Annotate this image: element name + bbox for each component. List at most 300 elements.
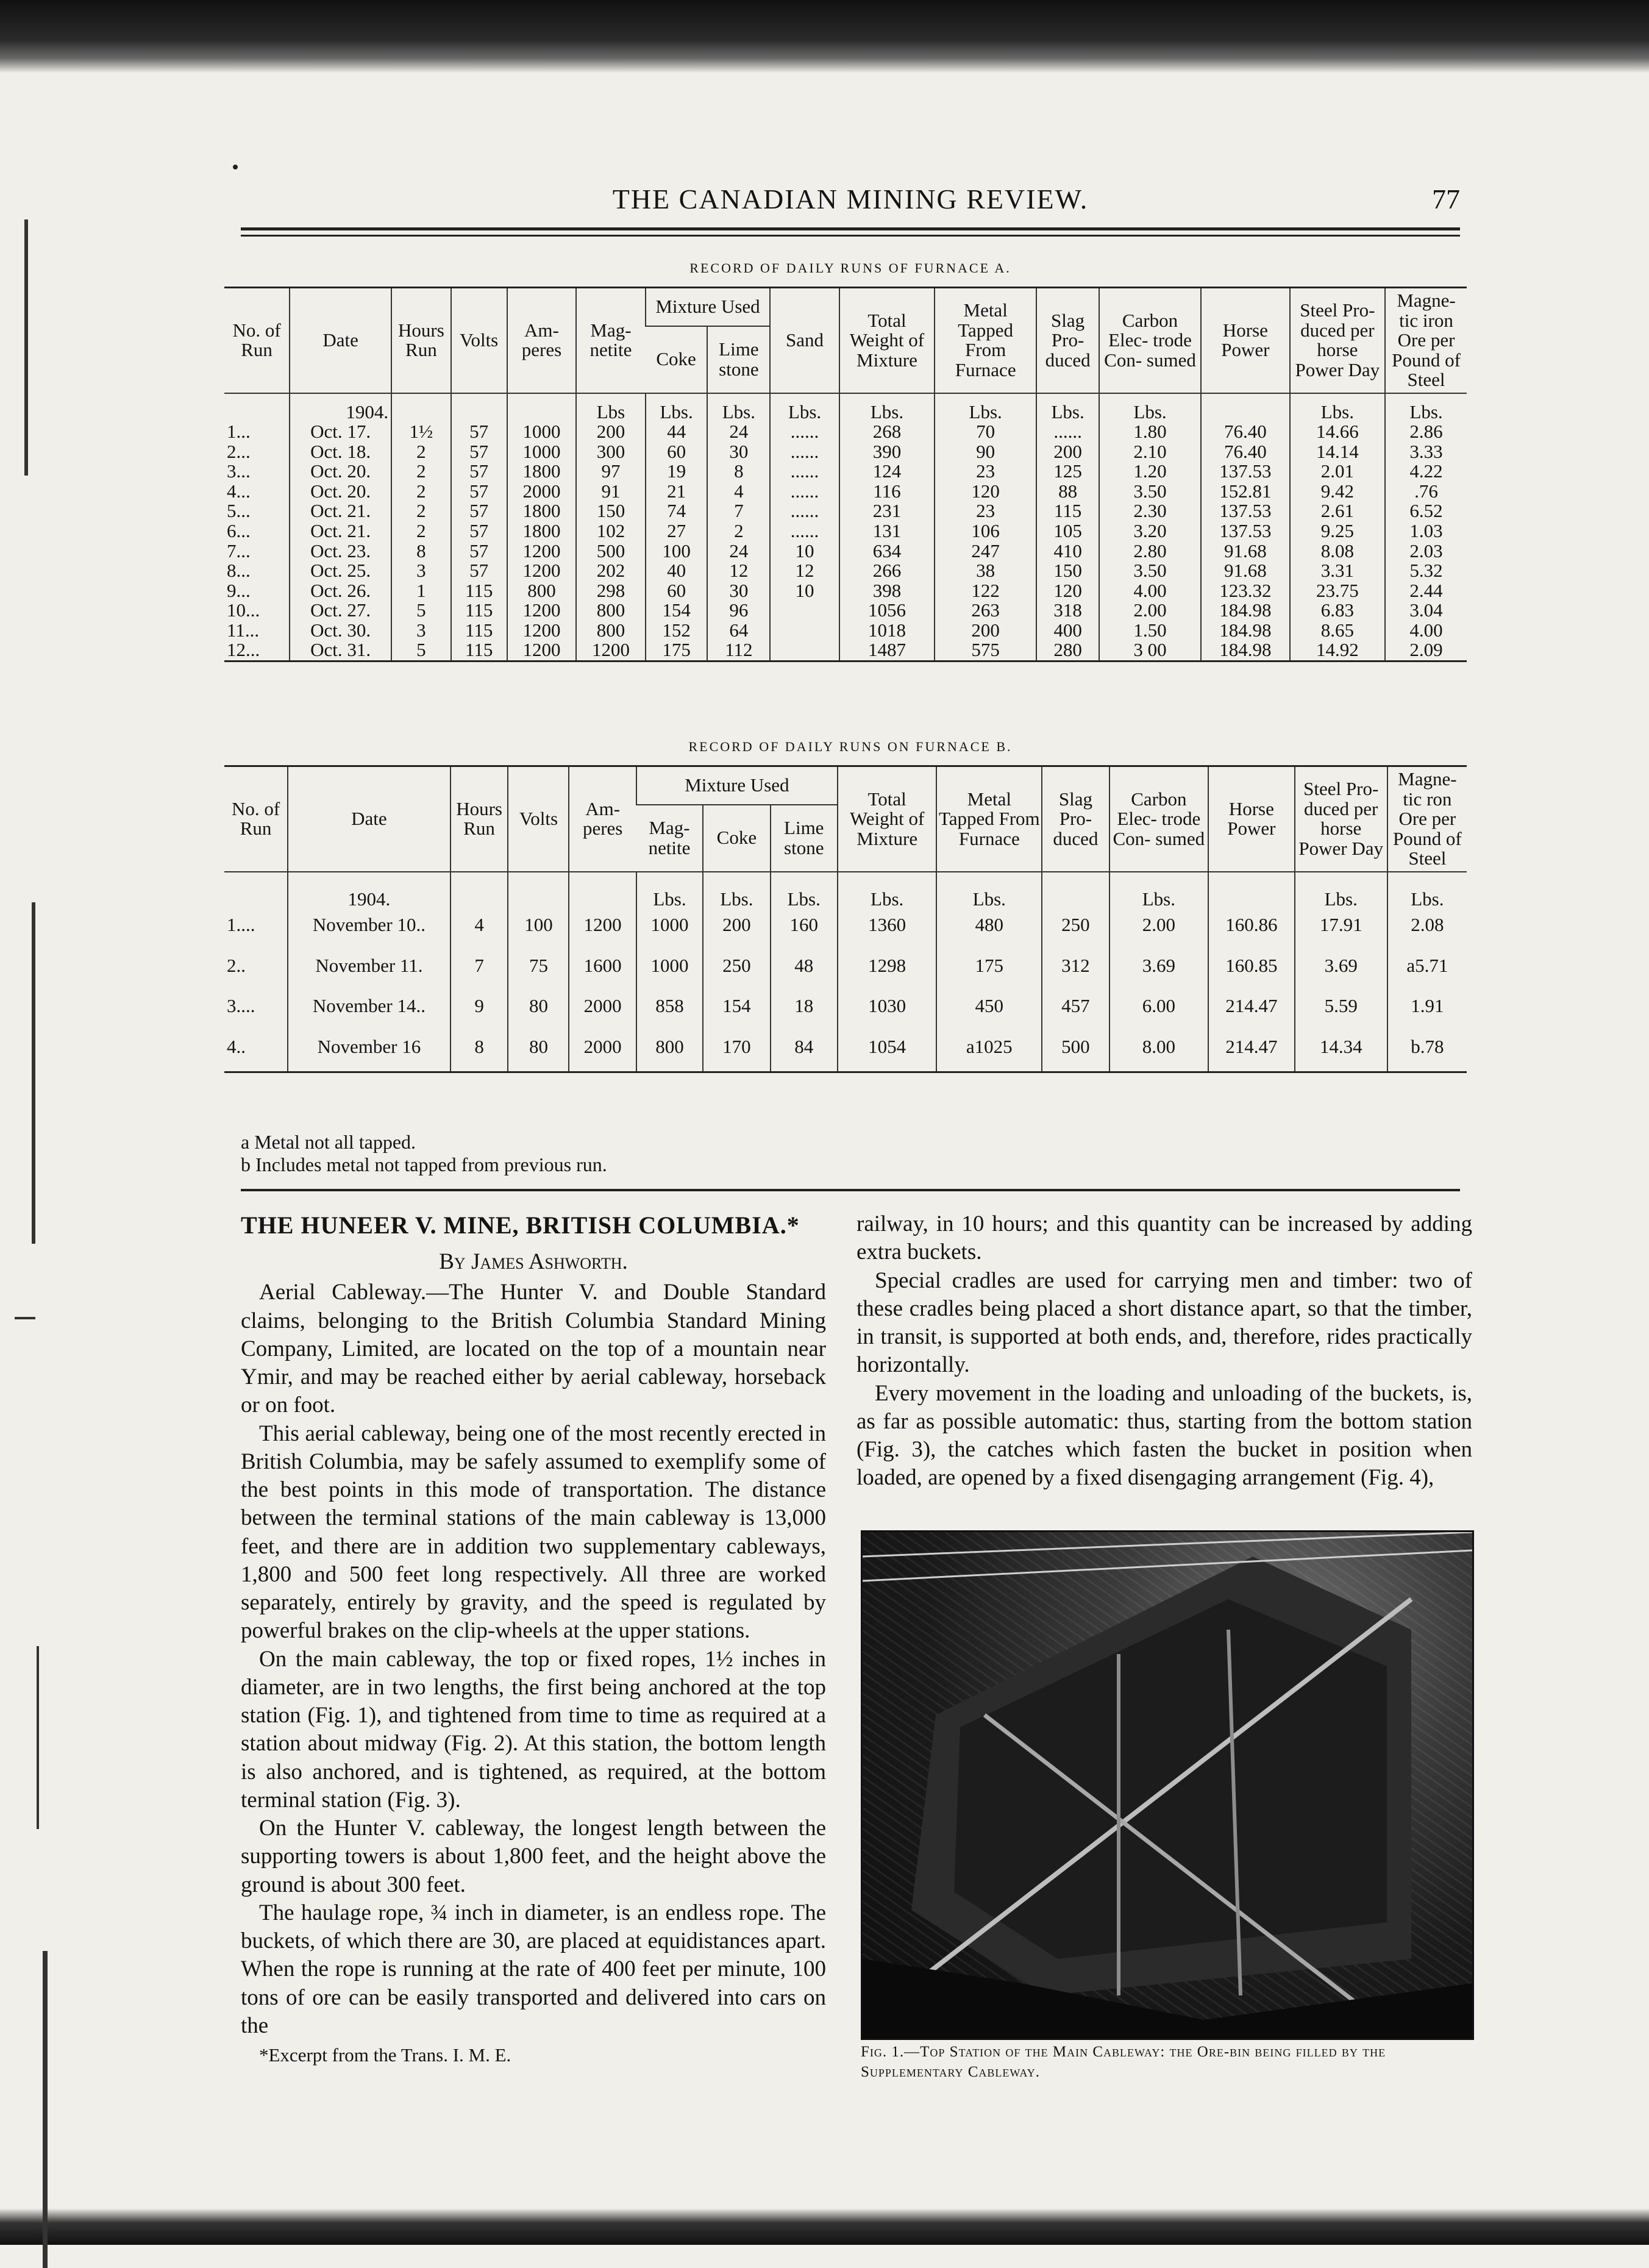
unit-cell: Lbs. <box>770 393 839 423</box>
table-cell: 14.66 <box>1290 422 1385 442</box>
page-number: 77 <box>1432 184 1460 215</box>
furnace-a-table <box>224 287 1467 662</box>
table-cell: 122 <box>935 581 1036 601</box>
table-cell: 3.20 <box>1099 521 1201 541</box>
table-cell: 2.61 <box>1290 501 1385 521</box>
table-cell: a5.71 <box>1387 950 1467 991</box>
table-cell: 112 <box>707 640 770 661</box>
table-cell: 160.85 <box>1208 950 1295 991</box>
col-total-weight: Total Weight of Mixture <box>838 766 936 872</box>
table-cell: 2... <box>227 440 251 462</box>
table-cell: 2.08 <box>1387 909 1467 950</box>
table-cell: 10... <box>227 599 260 621</box>
table-cell: 6... <box>227 520 251 542</box>
table-cell: ...... <box>770 422 839 442</box>
table-cell: 7 <box>707 501 770 521</box>
table-cell: 2.03 <box>1385 541 1467 562</box>
table-cell: 5.32 <box>1385 561 1467 581</box>
table-cell: 390 <box>839 442 935 462</box>
table-cell: 2.30 <box>1099 501 1201 521</box>
table-cell: 3.50 <box>1099 482 1201 502</box>
table-cell: 450 <box>936 990 1042 1031</box>
col-run: No. of Run <box>224 288 290 393</box>
table-cell: November 16 <box>288 1031 451 1072</box>
table-cell: Oct. 18. <box>290 442 391 462</box>
table-cell: 57 <box>451 561 507 581</box>
table-cell: 1... <box>227 421 251 443</box>
table-row <box>224 621 1467 641</box>
table-cell: Oct. 21. <box>290 501 391 521</box>
table-cell: Oct. 31. <box>290 640 391 661</box>
table-cell: 150 <box>1036 561 1099 581</box>
table-cell: ...... <box>770 501 839 521</box>
table-cell: 268 <box>839 422 935 442</box>
col-date: Date <box>290 288 391 393</box>
table-cell: 91 <box>576 482 646 502</box>
table-cell: 1.50 <box>1099 621 1201 641</box>
table-cell: 4 <box>451 909 508 950</box>
table-row <box>224 909 1467 950</box>
table-cell: 14.92 <box>1290 640 1385 661</box>
col-total-weight: Total Weight of Mixture <box>839 288 935 393</box>
col-amperes: Am- peres <box>507 288 577 393</box>
table-cell: Oct. 20. <box>290 482 391 502</box>
table-cell: 4 <box>707 482 770 502</box>
table-cell: 2.00 <box>1099 601 1201 621</box>
table-cell: 184.98 <box>1201 601 1290 621</box>
table-cell: 152.81 <box>1201 482 1290 502</box>
table-cell: 57 <box>451 521 507 541</box>
table-cell: 10 <box>770 541 839 562</box>
table-cell: 64 <box>707 621 770 641</box>
header-rule <box>241 227 1460 230</box>
table-cell: 9... <box>227 579 251 601</box>
unit-cell: Lbs. <box>771 872 838 910</box>
table-cell: November 11. <box>288 950 451 991</box>
col-sand: Sand <box>770 288 839 393</box>
table-cell: 575 <box>935 640 1036 661</box>
unit-cell: Lbs. <box>646 393 708 423</box>
table-cell: 202 <box>576 561 646 581</box>
table-cell: 250 <box>1042 909 1109 950</box>
unit-cell: Lbs. <box>838 872 936 910</box>
table-cell: 4.00 <box>1099 581 1201 601</box>
paragraph: On the Hunter V. cableway, the longest length between the supporting towers is about 1,800 feet, and the height above the ground is about 300 feet. <box>241 1816 826 1897</box>
unit-cell: Lbs. <box>636 872 703 910</box>
col-limestone: Lime stone <box>707 326 770 393</box>
table-cell: 1600 <box>569 950 636 991</box>
table-cell: 27 <box>646 521 708 541</box>
table-cell: 12 <box>770 561 839 581</box>
table-cell: 1200 <box>507 621 577 641</box>
table-cell: 131 <box>839 521 935 541</box>
col-amperes: Am- peres <box>569 766 636 872</box>
table-cell: 105 <box>1036 521 1099 541</box>
table-cell: 100 <box>508 909 569 950</box>
table-cell: Oct. 23. <box>290 541 391 562</box>
table-cell: 398 <box>839 581 935 601</box>
unit-cell: Lbs. <box>707 393 770 423</box>
table-cell: 24 <box>707 422 770 442</box>
table-row <box>224 501 1467 521</box>
table-row <box>224 482 1467 502</box>
table-cell: 8.00 <box>1109 1031 1208 1072</box>
table-cell: 184.98 <box>1201 621 1290 641</box>
table-cell: 2.44 <box>1385 581 1467 601</box>
table-cell: 48 <box>771 950 838 991</box>
col-slag: Slag Pro- duced <box>1036 288 1099 393</box>
table-cell: 1298 <box>838 950 936 991</box>
table-cell: 6.52 <box>1385 501 1467 521</box>
table-cell: 1054 <box>838 1031 936 1072</box>
table-cell: 200 <box>1036 442 1099 462</box>
table-footnotes <box>241 1131 607 1176</box>
table-cell: 8... <box>227 560 251 582</box>
unit-cell: Lbs. <box>839 393 935 423</box>
table-cell: 116 <box>839 482 935 502</box>
figure-caption: Fig. 1.—Top Station of the Main Cableway: the Ore-bin being filled by the Supplementary Cableway. <box>861 2044 1386 2080</box>
journal-title: THE CANADIAN MINING REVIEW. <box>612 184 1089 215</box>
table-cell: 57 <box>451 442 507 462</box>
table-cell: 137.53 <box>1201 462 1290 482</box>
table-cell: 1.91 <box>1387 990 1467 1031</box>
col-horse-power: Horse Power <box>1208 766 1295 872</box>
col-carbon: Carbon Elec- trode Con- sumed <box>1109 766 1208 872</box>
paragraph: Every movement in the loading and unloading of the buckets, is, as far as possible automatic: thus, starting from the bottom station (Fig. 3), the catches which fasten the bucket in position when loaded, are opened by a fixed disengaging arrangement (Fig. 4), <box>857 1380 1472 1491</box>
table-cell: 3 <box>391 621 451 641</box>
unit-cell: Lbs. <box>703 872 770 910</box>
units-row <box>224 872 1467 910</box>
table-cell: 2.80 <box>1099 541 1201 562</box>
table-cell: 175 <box>646 640 708 661</box>
table-cell: 40 <box>646 561 708 581</box>
table-cell: 1200 <box>507 541 577 562</box>
col-horse-power: Horse Power <box>1201 288 1290 393</box>
table-cell: Oct. 27. <box>290 601 391 621</box>
table-cell: 6.83 <box>1290 601 1385 621</box>
photo-sketch <box>863 1532 1472 2038</box>
table-cell: 1.20 <box>1099 462 1201 482</box>
table-cell: 3.31 <box>1290 561 1385 581</box>
table-row <box>224 462 1467 482</box>
table-row <box>224 950 1467 991</box>
unit-cell: Lbs. <box>1109 872 1208 910</box>
section-rule <box>241 1189 1460 1191</box>
table-cell: 3.69 <box>1295 950 1387 991</box>
table-cell: 96 <box>707 601 770 621</box>
table-cell: 2 <box>391 521 451 541</box>
table-cell: 4... <box>227 480 251 502</box>
table-cell: 214.47 <box>1208 990 1295 1031</box>
col-hours: Hours Run <box>451 766 508 872</box>
table-cell: 160.86 <box>1208 909 1295 950</box>
table-cell: November 14.. <box>288 990 451 1031</box>
table-cell: 280 <box>1036 640 1099 661</box>
table-cell: 12 <box>707 561 770 581</box>
col-coke: Coke <box>646 326 708 393</box>
scan-margin-marks <box>0 183 67 2195</box>
table-cell <box>770 640 839 661</box>
table-cell: 2 <box>391 482 451 502</box>
table-cell: 2 <box>391 501 451 521</box>
table-cell: 14.14 <box>1290 442 1385 462</box>
table-cell: ...... <box>770 462 839 482</box>
table-cell: ...... <box>770 482 839 502</box>
table-cell: 200 <box>935 621 1036 641</box>
table-cell: 1.... <box>227 914 255 936</box>
table-cell: Oct. 30. <box>290 621 391 641</box>
year-cell: 1904. <box>290 393 391 423</box>
table-cell: 19 <box>646 462 708 482</box>
table-cell: 88 <box>1036 482 1099 502</box>
table-cell: 2000 <box>569 990 636 1031</box>
table-row <box>224 541 1467 562</box>
table-cell: 263 <box>935 601 1036 621</box>
table-cell: 137.53 <box>1201 521 1290 541</box>
col-volts: Volts <box>508 766 569 872</box>
table-cell: 214.47 <box>1208 1031 1295 1072</box>
table-cell: 1800 <box>507 501 577 521</box>
table-cell: 120 <box>935 482 1036 502</box>
table-cell: 160 <box>771 909 838 950</box>
table-cell: Oct. 26. <box>290 581 391 601</box>
col-magnetic-iron: Magne- tic iron Ore per Pound of Steel <box>1385 288 1467 393</box>
table-cell: 38 <box>935 561 1036 581</box>
table-cell: 9.25 <box>1290 521 1385 541</box>
table-cell: 6.00 <box>1109 990 1208 1031</box>
table-cell: 2.86 <box>1385 422 1467 442</box>
col-mixture-used: Mixture Used <box>646 288 771 326</box>
col-hours: Hours Run <box>391 288 451 393</box>
table-cell: 2 <box>707 521 770 541</box>
table-cell: 76.40 <box>1201 442 1290 462</box>
table-cell: 1200 <box>507 601 577 621</box>
col-magnetite: Mag- netite <box>576 288 646 393</box>
table-cell: 123.32 <box>1201 581 1290 601</box>
table-cell: 1000 <box>507 422 577 442</box>
table-cell: 312 <box>1042 950 1109 991</box>
table-cell: 3... <box>227 460 251 482</box>
col-steel: Steel Pro- duced per horse Power Day <box>1295 766 1387 872</box>
table-cell: 2.00 <box>1109 909 1208 950</box>
table-cell: 3.... <box>227 995 255 1017</box>
table-cell: 154 <box>646 601 708 621</box>
table-cell: 125 <box>1036 462 1099 482</box>
table-cell: 634 <box>839 541 935 562</box>
table-cell: ...... <box>770 521 839 541</box>
scan-speck <box>233 165 238 169</box>
paragraph: On the main cableway, the top or fixed ropes, 1½ inches in diameter, are in two lengths, the first being anchored at the top station (Fig. 1), and tightened from time to time as required at a station about midway (Fig. 2). At this station, the bottom length is also anchored, and is tightened, as required, at the bottom terminal station (Fig. 3). <box>241 1646 826 1813</box>
table-cell: 1018 <box>839 621 935 641</box>
unit-cell: Lbs. <box>1295 872 1387 910</box>
table-row <box>224 561 1467 581</box>
table-cell: 57 <box>451 422 507 442</box>
table-cell: 120 <box>1036 581 1099 601</box>
table-cell: 57 <box>451 541 507 562</box>
table-cell: 10 <box>770 581 839 601</box>
table-cell: 175 <box>936 950 1042 991</box>
table-cell: 2.. <box>227 954 246 976</box>
table-cell: 100 <box>646 541 708 562</box>
table-cell: 170 <box>703 1031 770 1072</box>
page-header <box>241 183 1460 219</box>
table-cell: 400 <box>1036 621 1099 641</box>
table-row <box>224 601 1467 621</box>
table-cell: 44 <box>646 422 708 442</box>
table-cell: 106 <box>935 521 1036 541</box>
col-carbon: Carbon Elec- trode Con- sumed <box>1099 288 1201 393</box>
header-rule-thin <box>241 235 1460 237</box>
table-cell: 480 <box>936 909 1042 950</box>
table-cell: 2.09 <box>1385 640 1467 661</box>
table-cell: Oct. 21. <box>290 521 391 541</box>
table-cell: 1800 <box>507 462 577 482</box>
table-cell: 115 <box>451 581 507 601</box>
table-cell: 200 <box>576 422 646 442</box>
table-row <box>224 990 1467 1031</box>
col-magnetite: Mag- netite <box>636 805 703 872</box>
table-cell: 298 <box>576 581 646 601</box>
table-cell: 30 <box>707 581 770 601</box>
table-cell: 115 <box>1036 501 1099 521</box>
col-run: No. of Run <box>224 766 288 872</box>
table-cell: 1000 <box>636 950 703 991</box>
table-cell: 800 <box>576 601 646 621</box>
article-left-column <box>241 1210 826 2067</box>
table-cell: 60 <box>646 581 708 601</box>
table-cell: 60 <box>646 442 708 462</box>
col-metal-tapped: Metal Tapped From Furnace <box>935 288 1036 393</box>
table-cell: November 10.. <box>288 909 451 950</box>
table-cell: 247 <box>935 541 1036 562</box>
table-cell <box>770 621 839 641</box>
col-slag: Slag Pro- duced <box>1042 766 1109 872</box>
table-cell: 500 <box>576 541 646 562</box>
table-cell: 91.68 <box>1201 541 1290 562</box>
table-row <box>224 1031 1467 1072</box>
unit-cell: Lbs <box>576 393 646 423</box>
table-cell: 2000 <box>569 1031 636 1072</box>
table-cell: 4.22 <box>1385 462 1467 482</box>
table-cell: 8.65 <box>1290 621 1385 641</box>
table-cell: 2.01 <box>1290 462 1385 482</box>
table-cell: 250 <box>703 950 770 991</box>
table-cell: 115 <box>451 621 507 641</box>
table-cell: 154 <box>703 990 770 1031</box>
table-cell: 266 <box>839 561 935 581</box>
table-cell: 7 <box>451 950 508 991</box>
table-cell: 23 <box>935 501 1036 521</box>
unit-cell: Lbs. <box>1385 393 1467 423</box>
article-title: THE HUNEER V. MINE, BRITISH COLUMBIA.* <box>241 1211 800 1239</box>
table-cell: 84 <box>771 1031 838 1072</box>
table-cell: 1.03 <box>1385 521 1467 541</box>
table-cell: 457 <box>1042 990 1109 1031</box>
table-cell: 124 <box>839 462 935 482</box>
table-cell: 200 <box>703 909 770 950</box>
year-cell: 1904. <box>288 872 451 910</box>
table-cell: 11... <box>227 619 260 641</box>
table-cell: 2 <box>391 442 451 462</box>
table-cell: 1 <box>391 581 451 601</box>
col-date: Date <box>288 766 451 872</box>
table-cell: 1½ <box>391 422 451 442</box>
table-row <box>224 521 1467 541</box>
table-cell: 90 <box>935 442 1036 462</box>
table-cell: 800 <box>636 1031 703 1072</box>
footnote-a: a Metal not all tapped. <box>241 1131 416 1153</box>
article-byline: By James Ashworth. <box>439 1249 628 1274</box>
table-cell: 9.42 <box>1290 482 1385 502</box>
table-cell: 17.91 <box>1295 909 1387 950</box>
article-right-column <box>857 1210 1472 1492</box>
table-row <box>224 422 1467 442</box>
table-cell: Oct. 20. <box>290 462 391 482</box>
paragraph: Special cradles are used for carrying men and timber: two of these cradles being placed a short distance apart, so that the timber, in transit, is supported at both ends, and, therefore, rides practically horizontally. <box>857 1268 1472 1378</box>
table-cell: 4.00 <box>1385 621 1467 641</box>
table-cell: 7... <box>227 540 251 562</box>
table-cell: 115 <box>451 601 507 621</box>
table-cell: 1200 <box>576 640 646 661</box>
table-a-caption: RECORD OF DAILY RUNS OF FURNACE A. <box>689 260 1011 276</box>
table-cell: ...... <box>1036 422 1099 442</box>
table-cell: 2.10 <box>1099 442 1201 462</box>
table-cell: 184.98 <box>1201 640 1290 661</box>
table-cell: 12... <box>227 639 260 661</box>
col-limestone: Lime stone <box>771 805 838 872</box>
table-cell: 102 <box>576 521 646 541</box>
paragraph: This aerial cableway, being one of the most recently erected in British Columbia, may be safely assumed to exemplify some of the best points in this mode of transportation. The distance between the terminal stations of the main cableway is 13,000 feet, and there are in addition two supplementary cableways, 1,800 and 500 feet long respectively. All three are worked separately, entirely by gravity, and the speed is regulated by powerful brakes on the clip-wheels at the upper stations. <box>241 1421 826 1644</box>
table-cell: 14.34 <box>1295 1031 1387 1072</box>
col-magnetic-iron: Magne- tic ron Ore per Pound of Steel <box>1387 766 1467 872</box>
table-cell: 5... <box>227 500 251 522</box>
table-cell: 150 <box>576 501 646 521</box>
table-cell: 800 <box>507 581 577 601</box>
table-cell: 1000 <box>507 442 577 462</box>
table-cell: ...... <box>770 442 839 462</box>
table-cell: 30 <box>707 442 770 462</box>
article-footnote: *Excerpt from the Trans. I. M. E. <box>259 2044 511 2066</box>
table-cell: 8.08 <box>1290 541 1385 562</box>
table-cell: 1056 <box>839 601 935 621</box>
units-row <box>224 393 1467 423</box>
table-cell: 3.33 <box>1385 442 1467 462</box>
table-cell: a1025 <box>936 1031 1042 1072</box>
table-cell: 318 <box>1036 601 1099 621</box>
unit-cell: Lbs. <box>1387 872 1467 910</box>
paragraph: railway, in 10 hours; and this quantity can be increased by adding extra buckets. <box>857 1211 1472 1265</box>
table-cell: 57 <box>451 462 507 482</box>
table-cell: 8 <box>707 462 770 482</box>
table-cell: 75 <box>508 950 569 991</box>
unit-cell: Lbs. <box>1290 393 1385 423</box>
table-cell: 80 <box>508 990 569 1031</box>
table-cell: 57 <box>451 501 507 521</box>
table-cell: Oct. 25. <box>290 561 391 581</box>
table-cell: 91.68 <box>1201 561 1290 581</box>
table-cell <box>770 601 839 621</box>
table-cell: 1200 <box>569 909 636 950</box>
table-cell: 5.59 <box>1295 990 1387 1031</box>
table-cell: 23.75 <box>1290 581 1385 601</box>
table-cell: 70 <box>935 422 1036 442</box>
furnace-b-table <box>224 765 1467 1073</box>
table-cell: 858 <box>636 990 703 1031</box>
footnote-b: b Includes metal not tapped from previous run. <box>241 1153 607 1175</box>
table-cell: 410 <box>1036 541 1099 562</box>
col-metal-tapped: Metal Tapped From Furnace <box>936 766 1042 872</box>
unit-cell: Lbs. <box>1036 393 1099 423</box>
